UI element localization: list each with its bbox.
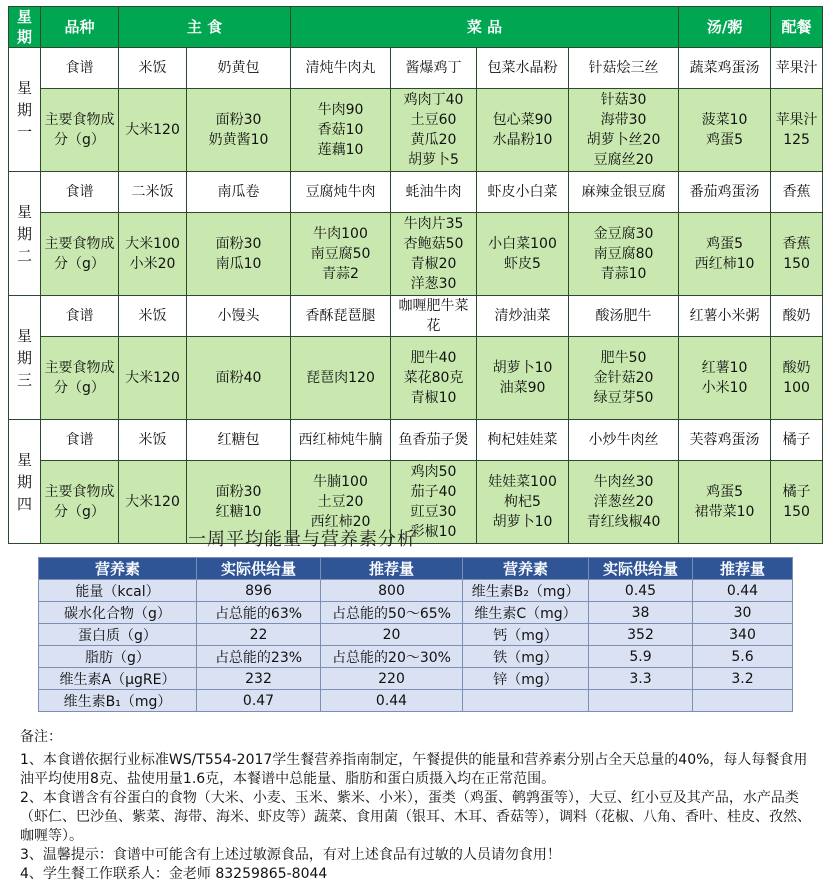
dish-name: 番茄鸡蛋汤 bbox=[679, 172, 771, 213]
dish-name: 咖喱肥牛菜花 bbox=[391, 296, 477, 337]
nutrient-cell: 锌（mg） bbox=[463, 668, 589, 690]
ingredient-line: 土豆20 bbox=[317, 494, 364, 510]
day-cell bbox=[9, 172, 41, 296]
ingredient-cell bbox=[477, 337, 569, 420]
dish-name: 小炒牛肉丝 bbox=[569, 420, 679, 461]
day-cell bbox=[9, 296, 41, 420]
dish-name: 清炖牛肉丸 bbox=[291, 48, 391, 89]
nutrient-cell: 碳水化合物（g） bbox=[39, 602, 197, 624]
ingredient-line: 鸡蛋5 bbox=[706, 484, 744, 500]
dish-name: 酸奶 bbox=[771, 296, 823, 337]
nutrient-cell: 38 bbox=[589, 602, 693, 624]
ingredient-cell bbox=[477, 213, 569, 296]
dish-name: 小馒头 bbox=[187, 296, 291, 337]
ingredient-line: 肥牛40 bbox=[410, 350, 457, 366]
dish-name: 豆腐炖牛肉 bbox=[291, 172, 391, 213]
dish-name: 包菜水晶粉 bbox=[477, 48, 569, 89]
dish-name: 枸杞娃娃菜 bbox=[477, 420, 569, 461]
ingredient-line: 海带30 bbox=[600, 112, 647, 128]
actual-header: 实际供给量 bbox=[589, 558, 693, 580]
nutrient-row bbox=[39, 690, 793, 712]
ingredient-row-label: 主要食物成分（g） bbox=[41, 213, 119, 296]
menu-header-row bbox=[9, 7, 823, 48]
ingredient-line: 青红线椒40 bbox=[586, 514, 661, 530]
ingredient-cell bbox=[187, 89, 291, 172]
ingredient-line: 小米20 bbox=[129, 256, 176, 272]
ingredient-cell bbox=[477, 461, 569, 544]
header-day: 星期 bbox=[9, 7, 41, 48]
analysis-title: 一周平均能量与营养素分析 bbox=[188, 529, 416, 550]
nutrient-cell: 340 bbox=[693, 624, 793, 646]
dish-name: 麻辣金银豆腐 bbox=[569, 172, 679, 213]
nutrient-cell: 钙（mg） bbox=[463, 624, 589, 646]
nutrient-cell: 维生素B₂（mg） bbox=[463, 580, 589, 602]
ingredient-row bbox=[9, 337, 823, 420]
ingredient-line: 金豆腐30 bbox=[593, 226, 654, 242]
dish-name: 米饭 bbox=[119, 48, 187, 89]
ingredient-cell bbox=[391, 89, 477, 172]
ingredient-line: 牛肉90 bbox=[317, 102, 364, 118]
ingredient-line: 水晶粉10 bbox=[492, 132, 553, 148]
ingredient-line: 豆腐丝20 bbox=[593, 152, 654, 168]
day-label: 星期三 bbox=[16, 326, 32, 389]
ingredient-cell bbox=[187, 213, 291, 296]
nutrient-row bbox=[39, 624, 793, 646]
ingredient-cell bbox=[119, 213, 187, 296]
ingredient-line: 洋葱30 bbox=[410, 276, 457, 292]
ingredient-line: 杏鲍菇50 bbox=[403, 236, 464, 252]
dish-name: 酸汤肥牛 bbox=[569, 296, 679, 337]
dish-name: 奶黄包 bbox=[187, 48, 291, 89]
ingredient-line: 红薯10 bbox=[701, 360, 748, 376]
nutrient-cell: 232 bbox=[197, 668, 321, 690]
day-label: 星期二 bbox=[16, 202, 32, 265]
dish-name: 香蕉 bbox=[771, 172, 823, 213]
ingredient-line: 苹果汁125 bbox=[775, 112, 818, 148]
nutrient-cell bbox=[589, 690, 693, 712]
ingredient-line: 黄瓜20 bbox=[410, 132, 457, 148]
ingredient-line: 胡萝卜丝20 bbox=[586, 132, 661, 148]
recommended-header: 推荐量 bbox=[693, 558, 793, 580]
nutrient-cell: 0.44 bbox=[693, 580, 793, 602]
ingredient-line: 油菜90 bbox=[499, 380, 546, 396]
nutrient-cell: 220 bbox=[321, 668, 463, 690]
nutrient-cell bbox=[463, 690, 589, 712]
dish-name: 针菇烩三丝 bbox=[569, 48, 679, 89]
nutrient-cell: 占总能的20～30% bbox=[321, 646, 463, 668]
ingredient-line: 胡萝卜10 bbox=[492, 514, 553, 530]
actual-header: 实际供给量 bbox=[197, 558, 321, 580]
nutrient-cell: 20 bbox=[321, 624, 463, 646]
ingredient-cell bbox=[391, 337, 477, 420]
ingredient-line: 鸡蛋5 bbox=[706, 236, 744, 252]
ingredient-line: 鸡肉50 bbox=[410, 464, 457, 480]
ingredient-line: 洋葱丝20 bbox=[593, 494, 654, 510]
ingredient-cell bbox=[119, 461, 187, 544]
nutrient-cell: 800 bbox=[321, 580, 463, 602]
ingredient-line: 牛腩100 bbox=[313, 474, 368, 490]
ingredient-line: 青蒜2 bbox=[322, 266, 359, 282]
nutrient-cell: 896 bbox=[197, 580, 321, 602]
ingredient-line: 大米120 bbox=[125, 494, 180, 510]
ingredient-line: 面粉40 bbox=[215, 370, 262, 386]
weekly-menu-table bbox=[8, 6, 823, 544]
ingredient-line: 针菇30 bbox=[600, 92, 647, 108]
nutrient-cell: 352 bbox=[589, 624, 693, 646]
note-item: 3、温馨提示：食谱中可能含有上述过敏源食品，有对上述食品有过敏的人员请勿食用！ bbox=[20, 847, 561, 863]
nutrient-cell: 5.9 bbox=[589, 646, 693, 668]
ingredient-cell bbox=[187, 337, 291, 420]
ingredient-line: 莲藕10 bbox=[317, 142, 364, 158]
nutrient-header-row bbox=[39, 558, 793, 580]
ingredient-line: 牛肉100 bbox=[313, 226, 368, 242]
dish-row bbox=[9, 48, 823, 89]
ingredient-line: 菠菜10 bbox=[701, 112, 748, 128]
ingredient-line: 小米10 bbox=[701, 380, 748, 396]
ingredient-cell bbox=[477, 89, 569, 172]
ingredient-line: 鸡蛋5 bbox=[706, 132, 744, 148]
dish-name: 米饭 bbox=[119, 296, 187, 337]
dish-name: 米饭 bbox=[119, 420, 187, 461]
ingredient-line: 香菇10 bbox=[317, 122, 364, 138]
ingredient-cell bbox=[569, 89, 679, 172]
ingredient-cell bbox=[119, 89, 187, 172]
nutrient-header: 营养素 bbox=[463, 558, 589, 580]
ingredient-line: 鸡肉丁40 bbox=[403, 92, 464, 108]
nutrient-cell: 维生素B₁（mg） bbox=[39, 690, 197, 712]
ingredient-line: 西红柿10 bbox=[694, 256, 755, 272]
ingredient-line: 青椒20 bbox=[410, 256, 457, 272]
ingredient-line: 香蕉150 bbox=[782, 236, 811, 272]
dish-row-label: 食谱 bbox=[41, 172, 119, 213]
ingredient-line: 豇豆30 bbox=[410, 504, 457, 520]
ingredient-line: 红糖10 bbox=[215, 504, 262, 520]
ingredient-row bbox=[9, 89, 823, 172]
ingredient-line: 面粉30 bbox=[215, 112, 262, 128]
ingredient-cell bbox=[391, 213, 477, 296]
dish-name: 鱼香茄子煲 bbox=[391, 420, 477, 461]
ingredient-line: 小白菜100 bbox=[488, 236, 557, 252]
nutrient-cell bbox=[693, 690, 793, 712]
nutrient-cell: 铁（mg） bbox=[463, 646, 589, 668]
ingredient-cell bbox=[771, 89, 823, 172]
menu-body bbox=[9, 48, 823, 544]
ingredient-line: 虾皮5 bbox=[504, 256, 541, 272]
ingredient-line: 琵琶肉120 bbox=[306, 370, 375, 386]
ingredient-row bbox=[9, 213, 823, 296]
recommended-header: 推荐量 bbox=[321, 558, 463, 580]
nutrient-cell: 脂肪（g） bbox=[39, 646, 197, 668]
dish-row-label: 食谱 bbox=[41, 48, 119, 89]
header-dishes: 菜 品 bbox=[291, 7, 679, 48]
nutrient-row bbox=[39, 580, 793, 602]
dish-row-label: 食谱 bbox=[41, 296, 119, 337]
ingredient-line: 牛肉片35 bbox=[403, 216, 464, 232]
nutrient-cell: 能量（kcal） bbox=[39, 580, 197, 602]
nutrient-row bbox=[39, 602, 793, 624]
nutrient-cell: 22 bbox=[197, 624, 321, 646]
ingredient-line: 裙带菜10 bbox=[694, 504, 755, 520]
ingredient-line: 胡萝卜5 bbox=[408, 152, 459, 168]
nutrient-cell: 占总能的23% bbox=[197, 646, 321, 668]
ingredient-line: 牛肉丝30 bbox=[593, 474, 654, 490]
nutrient-cell: 占总能的63% bbox=[197, 602, 321, 624]
day-label: 星期一 bbox=[16, 78, 32, 141]
ingredient-cell bbox=[771, 461, 823, 544]
dish-name: 香酥琵琶腿 bbox=[291, 296, 391, 337]
ingredient-line: 绿豆芽50 bbox=[593, 390, 654, 406]
nutrient-cell: 0.44 bbox=[321, 690, 463, 712]
ingredient-line: 橘子150 bbox=[782, 484, 811, 520]
ingredient-line: 大米120 bbox=[125, 370, 180, 386]
nutrient-cell: 0.45 bbox=[589, 580, 693, 602]
ingredient-cell bbox=[679, 461, 771, 544]
ingredient-cell bbox=[679, 213, 771, 296]
ingredient-line: 大米100 bbox=[125, 236, 180, 252]
nutrient-cell: 蛋白质（g） bbox=[39, 624, 197, 646]
nutrient-body bbox=[39, 580, 793, 712]
nutrient-cell: 维生素A（μgRE） bbox=[39, 668, 197, 690]
ingredient-line: 面粉30 bbox=[215, 484, 262, 500]
note-item: 4、学生餐工作联系人：金老师 83259865-8044 bbox=[20, 866, 328, 882]
ingredient-line: 酸奶100 bbox=[782, 360, 811, 396]
dish-name: 红薯小米粥 bbox=[679, 296, 771, 337]
ingredient-cell bbox=[569, 213, 679, 296]
ingredient-row-label: 主要食物成分（g） bbox=[41, 89, 119, 172]
ingredient-cell bbox=[771, 213, 823, 296]
nutrient-header: 营养素 bbox=[39, 558, 197, 580]
ingredient-line: 金针菇20 bbox=[593, 370, 654, 386]
header-soup: 汤/粥 bbox=[679, 7, 771, 48]
nutrient-cell: 5.6 bbox=[693, 646, 793, 668]
ingredient-row-label: 主要食物成分（g） bbox=[41, 461, 119, 544]
dish-name: 蚝油牛肉 bbox=[391, 172, 477, 213]
dish-name: 苹果汁 bbox=[771, 48, 823, 89]
dish-name: 芙蓉鸡蛋汤 bbox=[679, 420, 771, 461]
dish-name: 西红柿炖牛腩 bbox=[291, 420, 391, 461]
dish-name: 南瓜卷 bbox=[187, 172, 291, 213]
ingredient-line: 南瓜10 bbox=[215, 256, 262, 272]
header-side: 配餐 bbox=[771, 7, 823, 48]
notes-section bbox=[20, 728, 820, 884]
ingredient-line: 西红柿20 bbox=[310, 514, 371, 530]
dish-name: 酱爆鸡丁 bbox=[391, 48, 477, 89]
day-cell bbox=[9, 48, 41, 172]
ingredient-cell bbox=[569, 461, 679, 544]
nutrient-cell: 维生素C（mg） bbox=[463, 602, 589, 624]
nutrient-row bbox=[39, 668, 793, 690]
ingredient-line: 娃娃菜100 bbox=[488, 474, 557, 490]
ingredient-cell bbox=[771, 337, 823, 420]
dish-name: 红糖包 bbox=[187, 420, 291, 461]
ingredient-cell bbox=[291, 337, 391, 420]
ingredient-cell bbox=[291, 213, 391, 296]
ingredient-line: 茄子40 bbox=[410, 484, 457, 500]
nutrient-cell: 0.47 bbox=[197, 690, 321, 712]
ingredient-cell bbox=[569, 337, 679, 420]
ingredient-line: 肥牛50 bbox=[600, 350, 647, 366]
nutrient-cell: 占总能的50～65% bbox=[321, 602, 463, 624]
nutrient-cell: 3.2 bbox=[693, 668, 793, 690]
note-item: 2、本食谱含有谷蛋白的食物（大米、小麦、玉米、紫米、小米），蛋类（鸡蛋、鹌鹑蛋等），大豆、红小豆及其产品，水产品类（虾仁、巴沙鱼、紫菜、海带、海米、虾皮等）蔬菜、食用菌（银耳、木耳、香菇等），调料（花椒、八角、香叶、桂皮、孜然、咖喱等）。 bbox=[20, 790, 811, 844]
ingredient-line: 土豆60 bbox=[410, 112, 457, 128]
day-cell bbox=[9, 420, 41, 544]
ingredient-line: 胡萝卜10 bbox=[492, 360, 553, 376]
nutrient-cell: 30 bbox=[693, 602, 793, 624]
ingredient-line: 青椒10 bbox=[410, 390, 457, 406]
nutrient-row bbox=[39, 646, 793, 668]
dish-row-label: 食谱 bbox=[41, 420, 119, 461]
dish-name: 虾皮小白菜 bbox=[477, 172, 569, 213]
dish-row bbox=[9, 296, 823, 337]
ingredient-line: 枸杞5 bbox=[504, 494, 541, 510]
dish-name: 二米饭 bbox=[119, 172, 187, 213]
header-staple: 主 食 bbox=[119, 7, 291, 48]
ingredient-cell bbox=[679, 337, 771, 420]
ingredient-line: 南豆腐50 bbox=[310, 246, 371, 262]
ingredient-cell bbox=[119, 337, 187, 420]
dish-name: 蔬菜鸡蛋汤 bbox=[679, 48, 771, 89]
nutrient-cell: 3.3 bbox=[589, 668, 693, 690]
ingredient-cell bbox=[291, 89, 391, 172]
header-category: 品种 bbox=[41, 7, 119, 48]
dish-name: 清炒油菜 bbox=[477, 296, 569, 337]
ingredient-line: 菜花80克 bbox=[403, 370, 464, 386]
note-item: 1、本食谱依据行业标准WS/T554-2017学生餐营养指南制定，午餐提供的能量和营养素分别占全天总量的40%，每人每餐食用油平均使用8克、盐使用量1.6克，本餐谱中总能量、脂肪和蛋白质摄入均在正常范围。 bbox=[20, 752, 808, 787]
ingredient-line: 奶黄酱10 bbox=[208, 132, 269, 148]
ingredient-line: 包心菜90 bbox=[492, 112, 553, 128]
ingredient-line: 面粉30 bbox=[215, 236, 262, 252]
ingredient-line: 彩椒10 bbox=[410, 524, 457, 540]
dish-name: 橘子 bbox=[771, 420, 823, 461]
nutrient-analysis-table bbox=[38, 557, 793, 712]
ingredient-row-label: 主要食物成分（g） bbox=[41, 337, 119, 420]
notes-title: 备注： bbox=[20, 729, 62, 745]
ingredient-line: 青蒜10 bbox=[600, 266, 647, 282]
ingredient-cell bbox=[679, 89, 771, 172]
ingredient-line: 南豆腐80 bbox=[593, 246, 654, 262]
ingredient-line: 大米120 bbox=[125, 122, 180, 138]
day-label: 星期四 bbox=[16, 450, 32, 513]
dish-row bbox=[9, 420, 823, 461]
dish-row bbox=[9, 172, 823, 213]
